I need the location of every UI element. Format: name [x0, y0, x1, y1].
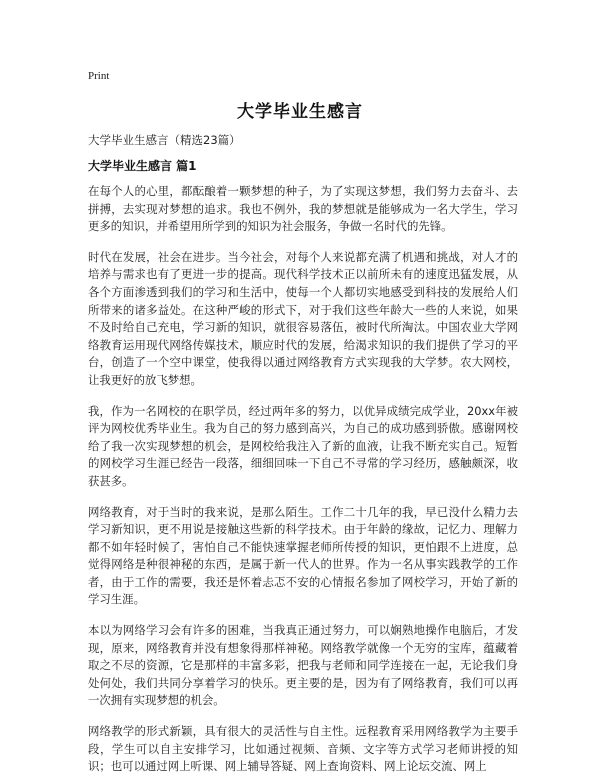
document-subtitle: 大学毕业生感言（精选23篇）	[88, 133, 241, 147]
page-title: 大学毕业生感言	[237, 102, 363, 122]
article-body	[88, 183, 518, 776]
paragraph: 网络教育，对于当时的我来说，是那么陌生。工作二十几年的我，早已没什么精力去学习新知识，更不用说是接触这些新的科学技术。由于年龄的缘故，记忆力、理解力都不如年轻时候了，害怕自己不能快速掌握老师所传授的知识，更怕跟不上进度，总觉得网络是种很神秘的东西，是属于新一代人的世界。作为一名从事实践教学的工作者，由于工作的需要，我还是怀着忐忑不安的心情报名参加了网校学习，开始了新的学习生涯。	[88, 504, 518, 607]
paragraph: 网络教学的形式新颖，具有很大的灵活性与自主性。远程教育采用网络教学为主要手段，学生可以自主安排学习，比如通过视频、音频、文字等方式学习老师讲授的知识；也可以通过网上听课、网上辅导答疑、网上查询资料、网上论坛交流、网上	[88, 724, 518, 774]
paragraph: 时代在发展，社会在进步。当今社会，对每个人来说都充满了机遇和挑战，对人才的培养与需求也有了更进一步的提高。现代科学技术正以前所未有的速度迅猛发展，从各个方面渗透到我们的学习和生活中，使每一个人都切实地感受到科技的发展给人们所带来的诸多益处。在这种严峻的形式下，对于我们这些年龄大一些的人来说，如果不及时给自己充电，学习新的知识，就很容易落伍，被时代所淘汰。中国农业大学网络教育运用现代网络传媒技术，顺应时代的发展，给渴求知识的我们提供了学习的平台，创造了一个空中课堂，使我得以通过网络教育方式实现我的大学梦。农大网校，让我更好的放飞梦想。	[88, 249, 518, 387]
paragraph: 我，作为一名网校的在职学员，经过两年多的努力，以优异成绩完成学业，20xx年被评为网校优秀毕业生。我为自己的努力感到高兴，为自己的成功感到骄傲。感谢网校给了我一次实现梦想的机会，是网校给我注入了新的血液，让我不断充实自己。短暂的网校学习生涯已经告一段落，细细回味一下自己不寻常的学习经历，感触颇深，收获甚多。	[88, 403, 518, 488]
paragraph: 在每个人的心里，都酝酿着一颗梦想的种子，为了实现这梦想，我们努力去奋斗、去拼搏，去实现对梦想的追求。我也不例外，我的梦想就是能够成为一名大学生，学习更多的知识，并希望用所学到的知识为社会服务，争做一名时代的先锋。	[88, 184, 518, 234]
print-link[interactable]: Print	[88, 70, 110, 82]
paragraph: 本以为网络学习会有许多的困难，当我真正通过努力，可以娴熟地操作电脑后，才发现，原来，网络教育并没有想象得那样神秘。网络教学就像一个无穷的宝库，蕴藏着取之不尽的资源，它是那样的丰富多彩，把我与老师和同学连接在一起，无论我们身处何处，我们共同分享着学习的快乐。更主要的是，因为有了网络教育，我们可以再一次拥有实现梦想的机会。	[88, 623, 518, 708]
section-heading: 大学毕业生感言 篇1	[88, 159, 197, 173]
